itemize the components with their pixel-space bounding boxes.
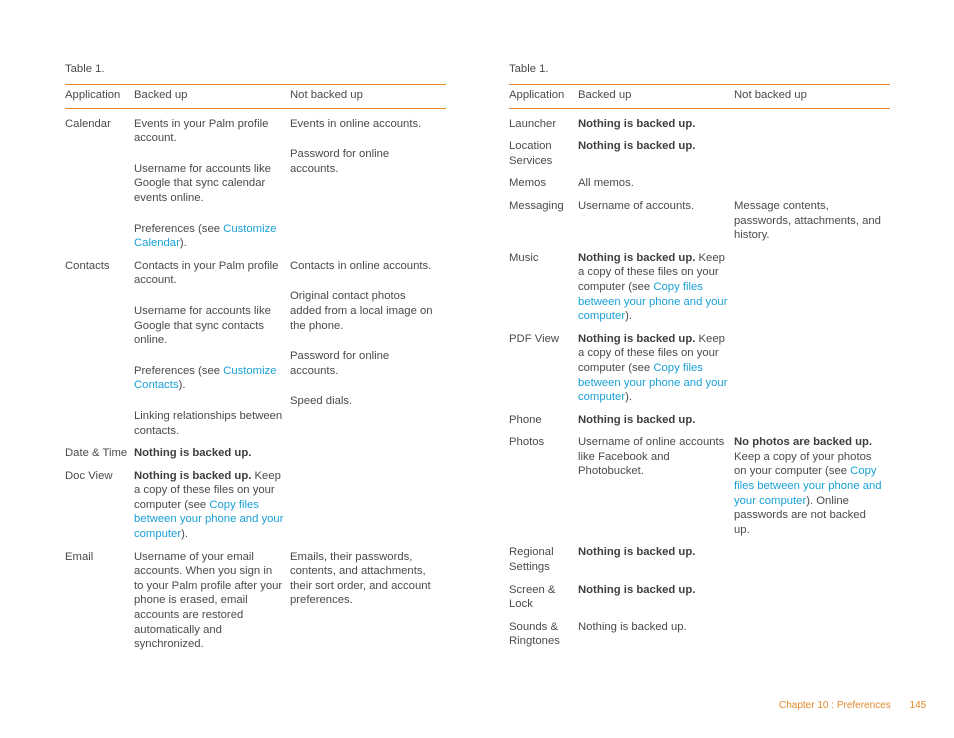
- backed-up-cell: [134, 117, 290, 251]
- cell-paragraph: [734, 435, 884, 537]
- cell-paragraph: [134, 469, 284, 542]
- cell-paragraph: [578, 413, 728, 428]
- table-row: [509, 131, 890, 168]
- header-backed-up: Backed up: [134, 89, 188, 101]
- not-backed-up-cell: [734, 139, 890, 168]
- cell-text: All memos.: [578, 177, 634, 190]
- cell-text: Username of your email accounts. When you sign in to your Palm profile after your phone is erased, email accounts are restored automatically and synchronized.: [134, 550, 283, 651]
- not-backed-up-cell: [290, 469, 446, 542]
- cell-text: ). Online passwords are not backed up.: [734, 494, 866, 536]
- cell-text: Keep a copy of these files on your computer (see: [578, 332, 725, 374]
- not-backed-up-cell: [290, 550, 446, 652]
- not-backed-up-cell: [734, 199, 890, 243]
- cell-paragraph: [578, 583, 728, 598]
- cell-text: Username of online accounts like Facebook and Photobucket.: [578, 436, 725, 478]
- cell-paragraph: [578, 332, 728, 405]
- table-row: [65, 438, 446, 461]
- cell-text: ).: [181, 528, 188, 541]
- cell-text: Events in online accounts.: [290, 117, 422, 130]
- cell-text: Original contact photos added from a local image on the phone.: [290, 290, 433, 332]
- table-row: [509, 168, 890, 191]
- table-header: [65, 85, 446, 108]
- bold-text: Nothing is backed up.: [134, 469, 252, 482]
- cell-text: Username for accounts like Google that sync calendar events online.: [134, 162, 271, 204]
- bold-text: Nothing is backed up.: [578, 413, 696, 426]
- cell-paragraph: [578, 117, 728, 132]
- table-row: [65, 251, 446, 438]
- application-name: PDF View: [509, 332, 560, 345]
- table-row: [65, 109, 446, 251]
- cell-text: Password for online accounts.: [290, 148, 390, 175]
- cell-text: Preferences (see: [134, 364, 224, 377]
- application-name: Calendar: [65, 117, 111, 130]
- application-name: Email: [65, 550, 94, 563]
- application-name: Music: [509, 251, 539, 264]
- cell-paragraph: [578, 199, 728, 214]
- not-backed-up-cell: [734, 251, 890, 324]
- cell-text: Linking relationships between contacts.: [134, 409, 283, 437]
- not-backed-up-cell: [290, 117, 446, 251]
- right-table: [509, 63, 890, 649]
- backed-up-cell: [134, 550, 290, 652]
- bold-text: Nothing is backed up.: [578, 140, 696, 153]
- cell-paragraph: [134, 222, 284, 251]
- page-footer: [779, 700, 926, 711]
- cell-paragraph: [290, 147, 440, 176]
- header-not-backed-up: Not backed up: [734, 89, 807, 101]
- cell-text: Nothing is backed up.: [578, 620, 687, 633]
- table-row: [65, 542, 446, 652]
- cell-paragraph: [290, 394, 440, 409]
- cell-text: ).: [625, 310, 632, 323]
- application-name: Photos: [509, 436, 545, 449]
- application-name: Date & Time: [65, 447, 128, 460]
- left-table: [65, 63, 446, 652]
- not-backed-up-cell: [734, 413, 890, 428]
- bold-text: Nothing is backed up.: [578, 583, 696, 596]
- header-application: Application: [65, 89, 121, 101]
- cell-text: ).: [179, 237, 187, 250]
- table-row: [509, 324, 890, 405]
- cell-text: Preferences (see: [134, 222, 224, 235]
- application-name: Sounds & Ringtones: [509, 620, 560, 648]
- application-name: Doc View: [65, 469, 113, 482]
- cell-text: ).: [178, 379, 186, 392]
- cell-text: ).: [625, 391, 632, 404]
- table-row: [509, 427, 890, 537]
- cell-text: Events in your Palm profile account.: [134, 117, 269, 145]
- cross-reference-link[interactable]: Customize Contacts: [134, 364, 277, 392]
- cell-text: Password for online accounts.: [290, 350, 390, 377]
- table-header: [509, 85, 890, 108]
- cell-paragraph: [290, 259, 440, 274]
- cell-paragraph: [134, 409, 284, 438]
- header-application: Application: [509, 89, 565, 101]
- table-caption: Table 1.: [65, 63, 105, 75]
- cell-text: Keep a copy of these files on your computer (see: [578, 251, 725, 293]
- application-name: Messaging: [509, 199, 564, 212]
- table-body: [509, 109, 890, 649]
- bold-text: Nothing is backed up.: [578, 332, 696, 345]
- cell-paragraph: [734, 199, 884, 243]
- cell-paragraph: [134, 304, 284, 348]
- cell-text: Contacts in online accounts.: [290, 259, 432, 272]
- not-backed-up-cell: [290, 446, 446, 461]
- application-name: Location Services: [509, 140, 553, 167]
- cell-text: Username for accounts like Google that sync contacts online.: [134, 304, 271, 347]
- page-number: 145: [909, 700, 927, 711]
- cross-reference-link[interactable]: Copy files between your phone and your computer: [134, 498, 284, 541]
- cell-paragraph: [134, 550, 284, 652]
- bold-text: Nothing is backed up.: [578, 117, 696, 130]
- bold-text: Nothing is backed up.: [578, 251, 696, 264]
- table-body: [65, 109, 446, 652]
- cell-paragraph: [578, 545, 728, 560]
- table-row: [509, 243, 890, 324]
- application-name: Memos: [509, 177, 547, 190]
- cross-reference-link[interactable]: Copy files between your phone and your computer: [734, 465, 882, 507]
- cell-paragraph: [134, 117, 284, 146]
- backed-up-cell: [578, 620, 734, 649]
- table-row: [509, 405, 890, 428]
- cell-paragraph: [290, 289, 440, 333]
- cell-paragraph: [578, 176, 728, 191]
- footer-section: Preferences: [836, 700, 891, 711]
- backed-up-cell: [134, 469, 290, 542]
- table-row: [509, 537, 890, 574]
- table-row: [509, 575, 890, 612]
- backed-up-cell: [578, 332, 734, 405]
- backed-up-cell: [578, 176, 734, 191]
- cell-paragraph: [134, 259, 284, 288]
- header-not-backed-up: Not backed up: [290, 89, 363, 101]
- not-backed-up-cell: [734, 332, 890, 405]
- cell-text: Emails, their passwords, contents, and attachments, their sort order, and account preferences.: [290, 550, 431, 607]
- not-backed-up-cell: [734, 176, 890, 191]
- not-backed-up-cell: [734, 435, 890, 537]
- bold-text: No photos are backed up.: [734, 436, 873, 449]
- cell-text: Keep a copy of your photos on your computer (see: [734, 450, 872, 478]
- table-row: [509, 191, 890, 243]
- cell-text: Speed dials.: [290, 395, 353, 408]
- cell-paragraph: [578, 251, 728, 324]
- backed-up-cell: [578, 545, 734, 574]
- table-row: [509, 612, 890, 649]
- not-backed-up-cell: [734, 117, 890, 132]
- cross-reference-link[interactable]: Copy files between your phone and your computer: [578, 280, 728, 323]
- backed-up-cell: [578, 435, 734, 537]
- not-backed-up-cell: [290, 259, 446, 438]
- cell-paragraph: [578, 435, 728, 479]
- cross-reference-link[interactable]: Copy files between your phone and your computer: [578, 361, 728, 404]
- footer-chapter: Chapter 10: [779, 700, 829, 711]
- cell-text: Keep a copy of these files on your computer (see: [134, 469, 281, 511]
- application-name: Launcher: [509, 117, 557, 130]
- application-name: Contacts: [65, 259, 110, 272]
- application-name: Regional Settings: [509, 546, 554, 574]
- backed-up-cell: [134, 259, 290, 438]
- backed-up-cell: [578, 117, 734, 132]
- header-backed-up: Backed up: [578, 89, 632, 101]
- cell-paragraph: [290, 349, 440, 378]
- cell-paragraph: [578, 139, 728, 154]
- cell-paragraph: [290, 117, 440, 132]
- table-row: [509, 109, 890, 132]
- bold-text: Nothing is backed up.: [578, 546, 696, 559]
- cell-text: Username of accounts.: [578, 199, 695, 212]
- cell-text: Contacts in your Palm profile account.: [134, 259, 279, 287]
- backed-up-cell: [578, 139, 734, 168]
- backed-up-cell: [578, 199, 734, 243]
- footer-separator: :: [831, 700, 835, 711]
- backed-up-cell: [578, 251, 734, 324]
- application-name: Screen & Lock: [509, 583, 556, 611]
- cell-paragraph: [134, 162, 284, 206]
- backed-up-cell: [578, 413, 734, 428]
- cell-paragraph: [578, 620, 728, 635]
- cross-reference-link[interactable]: Customize Calendar: [134, 222, 277, 250]
- cell-paragraph: [290, 550, 440, 608]
- backed-up-cell: [134, 446, 290, 461]
- not-backed-up-cell: [734, 620, 890, 649]
- bold-text: Nothing is backed up.: [134, 447, 252, 460]
- application-name: Phone: [509, 413, 542, 426]
- not-backed-up-cell: [734, 583, 890, 612]
- cell-text: Message contents, passwords, attachments, and history.: [734, 199, 881, 242]
- cell-paragraph: [134, 364, 284, 393]
- cell-paragraph: [134, 446, 284, 461]
- not-backed-up-cell: [734, 545, 890, 574]
- backed-up-cell: [578, 583, 734, 612]
- table-row: [65, 461, 446, 542]
- table-caption: Table 1.: [509, 63, 549, 75]
